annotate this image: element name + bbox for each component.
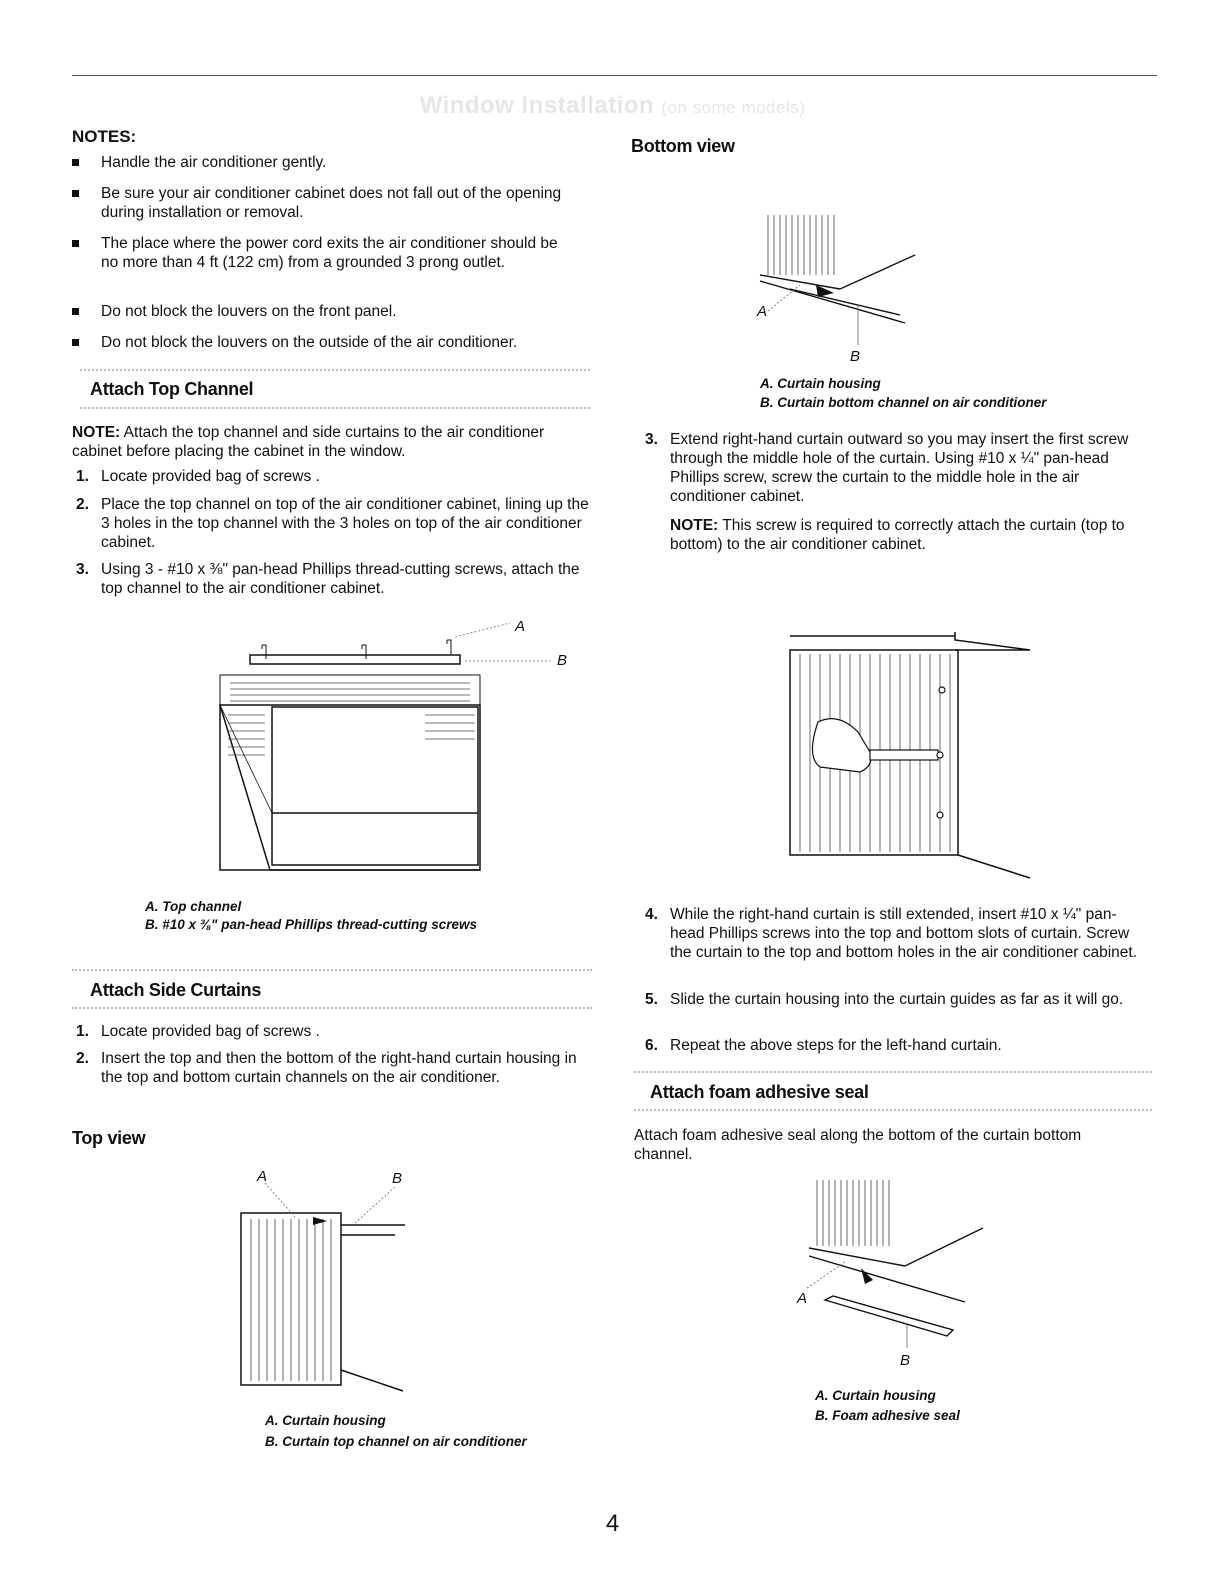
figure-label-b: B <box>850 348 861 365</box>
bullet-icon <box>72 308 79 315</box>
figure-label-a: A <box>757 303 768 320</box>
caption-bottom-view-b: B. Curtain bottom channel on air conditioner <box>760 395 1047 410</box>
page-title-subtitle: (on some models) <box>661 98 806 117</box>
section-divider <box>634 1071 1152 1073</box>
caption-top-view-a: A. Curtain housing <box>265 1413 386 1428</box>
cabinet-top-channel-figure <box>210 615 570 880</box>
section-heading-foam-seal: Attach foam adhesive seal <box>650 1082 869 1102</box>
step: 3. Extend right-hand curtain outward so you may insert the first screw through the middle hole of the curtain. Using #10 x ¼" pan-head Phillips screw, screw the curtain to the middle hole in the air conditioner cabinet. <box>645 431 1129 505</box>
caption-top-view-b: B. Curtain top channel on air conditioner <box>265 1434 527 1449</box>
caption-foam-a: A. Curtain housing <box>815 1388 936 1403</box>
step: 6. Repeat the above steps for the left-hand curtain. <box>645 1037 1002 1054</box>
step: 2. Insert the top and then the bottom of the right-hand curtain housing in the top and bottom curtain channels on the air conditioner. <box>76 1050 577 1086</box>
note-item: Be sure your air conditioner cabinet does not fall out of the opening during installation or removal. <box>101 184 591 222</box>
caption-bottom-view-a: A. Curtain housing <box>760 376 881 391</box>
step: 3. Using 3 - #10 x ⅜" pan-head Phillips thread-cutting screws, attach the top channel to the air conditioner cabinet. <box>76 561 580 597</box>
top-view-figure <box>235 1195 415 1395</box>
caption-top-channel-a: A. Top channel <box>145 899 242 914</box>
section-divider <box>72 1007 592 1009</box>
page-title <box>0 92 1225 120</box>
bullet-icon <box>72 159 79 166</box>
foam-seal-figure <box>805 1180 985 1350</box>
step-note: NOTE: This screw is required to correctly attach the curtain (top to bottom) to the air conditioner cabinet. <box>670 517 1125 553</box>
section-divider <box>634 1109 1152 1111</box>
bottom-view-figure <box>760 215 930 335</box>
page-title-text: Window Installation <box>419 92 655 119</box>
note-item: Do not block the louvers on the front panel. <box>101 302 591 321</box>
section-heading-side-curtains: Attach Side Curtains <box>90 980 262 1000</box>
bullet-icon <box>72 190 79 197</box>
figure-label-a: A <box>257 1168 268 1185</box>
figure-label-b: B <box>392 1170 403 1187</box>
note-item: Handle the air conditioner gently. <box>101 153 591 172</box>
step: 5. Slide the curtain housing into the curtain guides as far as it will go. <box>645 991 1124 1008</box>
figure-label-b: B <box>557 652 568 669</box>
screw-curtain-figure <box>790 630 1040 880</box>
foam-seal-text: Attach foam adhesive seal along the bottom of the curtain bottom channel. <box>634 1127 1082 1163</box>
figure-label-a: A <box>797 1290 808 1307</box>
section-divider <box>80 407 590 409</box>
caption-foam-b: B. Foam adhesive seal <box>815 1408 960 1423</box>
figure-label-b: B <box>900 1352 911 1369</box>
page-number: 4 <box>605 1510 620 1537</box>
step: 4. While the right-hand curtain is still extended, insert #10 x ¼" pan-head Phillips screws into the top and bottom slots of curtain. Screw the curtain to the top and bottom holes in the air conditioner cabinet. <box>645 906 1138 961</box>
caption-top-channel-b: B. #10 x ⅜" pan-head Phillips thread-cutting screws <box>145 917 477 932</box>
step: 1. Locate provided bag of screws . <box>76 1023 320 1040</box>
note-item: Do not block the louvers on the outside of the air conditioner. <box>101 333 601 352</box>
top-channel-note: NOTE: Attach the top channel and side curtains to the air conditioner cabinet before placing the cabinet in the window. <box>72 424 545 460</box>
step: 1. Locate provided bag of screws . <box>76 468 320 485</box>
bullet-icon <box>72 240 79 247</box>
note-item: The place where the power cord exits the air conditioner should be no more than 4 ft (122 cm) from a grounded 3 prong outlet. <box>101 234 571 272</box>
figure-label-a: A <box>515 618 526 635</box>
top-view-heading: Top view <box>72 1128 146 1148</box>
section-divider <box>72 969 592 971</box>
section-divider <box>80 369 590 371</box>
bottom-view-heading: Bottom view <box>631 136 735 156</box>
section-heading-top-channel: Attach Top Channel <box>90 379 254 399</box>
notes-heading: NOTES: <box>72 127 137 146</box>
header-rule <box>72 75 1157 76</box>
step: 2. Place the top channel on top of the air conditioner cabinet, lining up the 3 holes in the top channel with the 3 holes on top of the air conditioner cabinet. <box>76 496 589 551</box>
bullet-icon <box>72 339 79 346</box>
